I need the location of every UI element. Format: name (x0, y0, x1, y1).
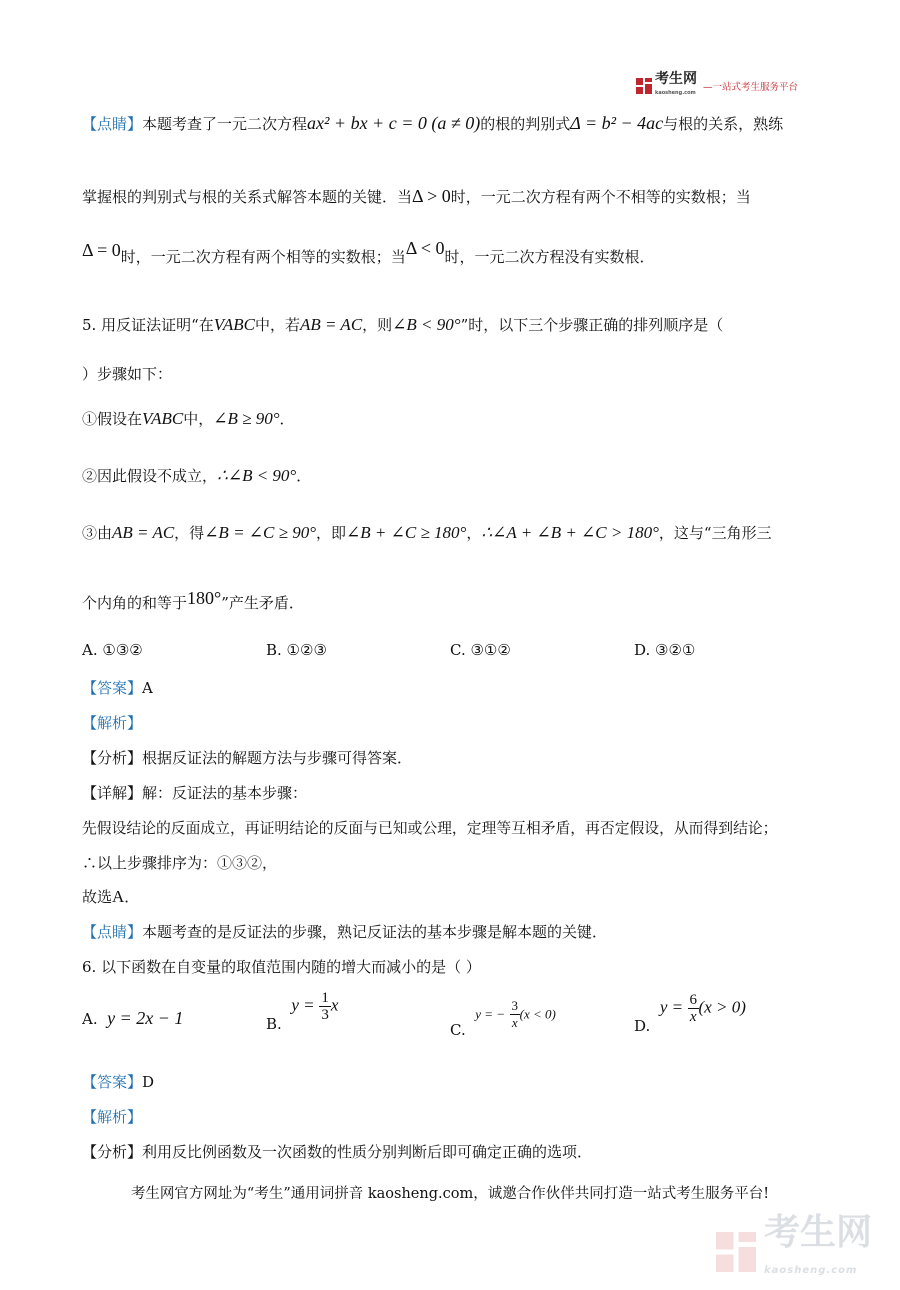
dianjing-line-3: Δ = 0时，一元二次方程有两个相等的实数根；当Δ < 0时，一元二次方程没有实数根． (82, 238, 655, 266)
q5-stem-line-1: 5. 用反证法证明“在VABC中，若AB = AC，则∠B < 90°”时，以下三个步骤正确的排列顺序是（ (82, 315, 724, 334)
watermark-logo-icon (716, 1232, 756, 1272)
q5-option-c: C. ③①② (450, 641, 511, 659)
dianjing-tag: 【点睛】 (82, 115, 143, 133)
q5-option-d: D. ③②① (634, 641, 696, 659)
delta-negative: Δ < 0 (405, 238, 445, 258)
header-slogan: —一站式考生服务平台 (703, 82, 799, 93)
q5-stem-line-2: ）步骤如下： (82, 365, 173, 383)
q6-option-a: A. y = 2x − 1 (82, 1008, 184, 1028)
discriminant-formula: Δ = b² − 4ac (570, 113, 664, 133)
watermark-domain: kaosheng.com (764, 1265, 858, 1276)
q6-analysis: 【分析】利用反比例函数及一次函数的性质分别判断后即可确定正确的选项． (82, 1143, 593, 1161)
triangle-abc: VABC (213, 315, 255, 334)
q5-step-2: ②因此假设不成立，∴∠B < 90°． (82, 466, 312, 485)
q5-step-3-cont: 个内角的和等于180°”产生矛盾． (82, 588, 304, 612)
q6-option-c: C. y = − $\frac{3}{x}$ (x < 0) (450, 998, 556, 1039)
quadratic-equation: ax² + bx + c = 0 (a ≠ 0) (307, 113, 481, 133)
q5-detail-line-3: ∴以上步骤排序为：①③②， (82, 854, 278, 872)
q6-answer: 【答案】D (82, 1073, 155, 1091)
q6-jiexi-tag: 【解析】 (82, 1108, 143, 1126)
delta-zero: Δ = 0 (82, 240, 121, 260)
q6-option-d: D. y = $\frac{6}{x}$ (x > 0) (634, 992, 746, 1035)
watermark (716, 1214, 872, 1290)
logo-mark-icon (636, 78, 652, 94)
q6-b-fraction: $\frac{1}{3}$ (321, 990, 329, 1023)
q5-analysis: 【分析】根据反证法的解题方法与步骤可得答案． (82, 749, 413, 767)
dianjing-line-2: 掌握根的判别式与根的关系式解答本题的关键．当Δ > 0时，一元二次方程有两个不相等的实数根；当 (82, 186, 751, 206)
q6-d-fraction: $\frac{6}{x}$ (689, 992, 697, 1025)
q5-option-b: B. ①②③ (266, 641, 327, 659)
q5-step-3: ③由AB = AC，得∠B = ∠C ≥ 90°，即∠B + ∠C ≥ 180°，∴∠A + ∠B + ∠C > 180°，这与“三角形三 (82, 523, 772, 542)
watermark-name: 考生网 kaosheng.com (764, 1214, 872, 1290)
q5-jiexi-tag: 【解析】 (82, 714, 143, 732)
q5-answer: 【答案】A (82, 679, 153, 697)
dianjing-line-1: 【点睛】本题考查了一元二次方程ax² + bx + c = 0 (a ≠ 0)的根的判别式Δ = b² − 4ac与根的关系，熟练 (82, 113, 784, 133)
logo-domain: kaosheng.com (655, 90, 696, 96)
q5-dianjing: 【点睛】本题考查的是反证法的步骤，熟记反证法的基本步骤是解本题的关键． (82, 923, 608, 941)
q5-detail: 【详解】解：反证法的基本步骤： (82, 784, 308, 802)
q5-detail-line-4: 故选A． (82, 887, 140, 906)
q5-detail-line-2: 先假设结论的反面成立，再证明结论的反面与已知或公理，定理等互相矛盾，再否定假设，从而得到结论； (82, 820, 778, 837)
delta-positive: Δ > 0 (412, 186, 451, 206)
q6-option-b: B. y = $\frac{1}{3}$ x (266, 990, 339, 1033)
header-logo (636, 72, 798, 100)
q6-stem: 6. 以下函数在自变量的取值范围内随的增大而减小的是（ ） (82, 958, 481, 976)
q5-option-a: A. ①③② (82, 641, 143, 659)
q6-c-fraction: $\frac{3}{x}$ (511, 998, 519, 1030)
footer-text: 考生网官方网址为“考生”通用词拼音 kaosheng.com，诚邀合作伙伴共同打造一站式考生服务平台! (130, 1186, 770, 1202)
q5-step-1: ①假设在VABC中，∠B ≥ 90°． (82, 409, 295, 428)
logo-name: 考生网 kaosheng.com (655, 72, 697, 100)
